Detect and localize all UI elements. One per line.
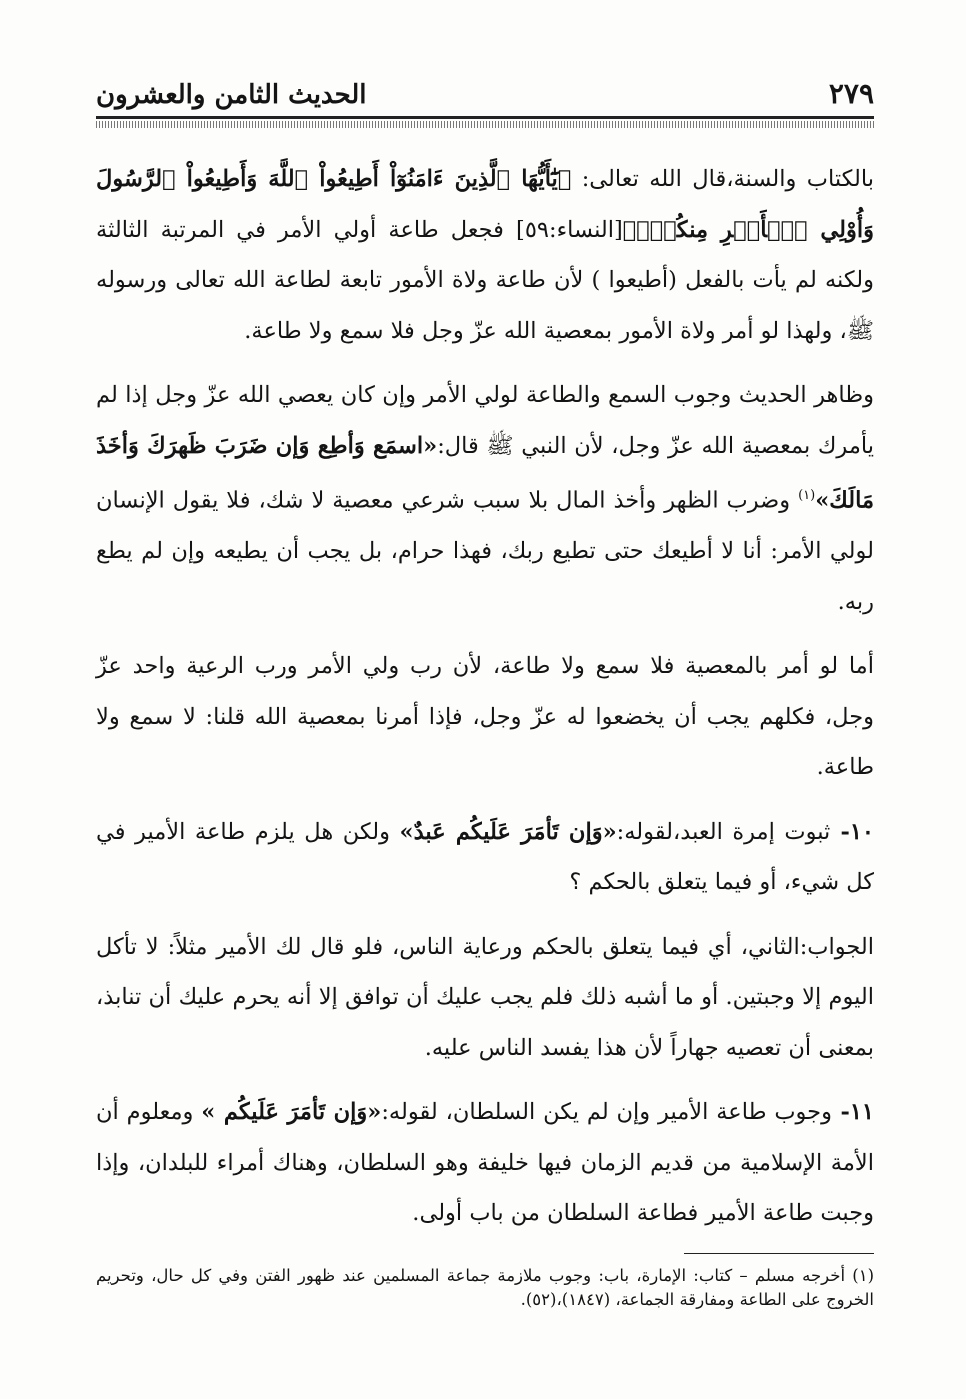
quoted-text: «اسمَع وَأطِع وَإن ضَرَبَ ظَهرَكَ وَأخَذَ مَالَكَ» <box>96 432 874 514</box>
paragraph <box>96 1087 874 1239</box>
paragraph-text: ولكن هل يلزم طاعة الأمير في كل شيء، أو فيما يتعلق بالحكم ؟ <box>96 818 874 895</box>
paragraph-text: وجوب طاعة الأمير وإن لم يكن السلطان، لقوله: <box>381 1099 832 1125</box>
quoted-text: ١٠- <box>830 818 874 845</box>
footnote-separator <box>684 1253 874 1254</box>
paragraph <box>96 154 874 356</box>
paragraph <box>96 922 874 1074</box>
running-title: الحديث الثامن والعشرون <box>96 80 367 110</box>
page-header <box>96 70 874 110</box>
quoted-text: ١١- <box>831 1099 875 1125</box>
book-page <box>96 70 874 1312</box>
paragraph-text: ثبوت إمرة العبد،لقوله: <box>616 818 831 845</box>
paragraph <box>96 370 874 627</box>
paragraph-text: ومعلوم أن الأمة الإسلامية من قديم الزمان فيها خليفة وهو السلطان، وهناك أمراء للبلدان، وإذا وجبت طاعة الأمير فطاعة السلطان من باب أولى. <box>96 1099 874 1226</box>
paragraph-text: وظاهر الحديث وجوب السمع والطاعة لولي الأمر وإن كان يعصي الله عزّ وجل إذا لم يأمرك بمعصية الله عزّ وجل، لأن النبي ﷺ قال: <box>96 382 874 459</box>
paragraph <box>96 641 874 793</box>
quoted-text: «وَإن تَأمَرَ عَلَيكُم عَبدٌ» <box>399 818 617 845</box>
paragraph-text: أما لو أمر بالمعصية فلا سمع ولا طاعة، لأن رب ولي الأمر ورب الرعية واحد عزّ وجل، فكلهم يجب أن يخضعوا له عزّ وجل، فإذا أمرنا بمعصية الله قلنا: لا سمع ولا طاعة. <box>96 653 874 780</box>
paragraph <box>96 807 874 908</box>
footnote-ref: (١) <box>798 488 816 503</box>
paragraph-text: وضرب الظهر وأخذ المال بلا سبب شرعي معصية لا شك، فلا يقول الإنسان لولي الأمر: أنا لا أطيعك حتى تطيع ربك، فهذا حرام، بل يجب أن يطيعه وإن لم يطع ربه. <box>96 487 874 615</box>
page-number: ٢٧٩ <box>828 77 874 110</box>
paragraph-text: [النساء:٥٩] فجعل طاعة أولي الأمر في المرتبة الثالثة ولكنه لم يأت بالفعل (أطيعوا ) لأن طاعة ولاة الأمور تابعة لطاعة الله تعالى ورسوله ﷺ، ولهذا لو أمر ولاة الأمور بمعصية الله عزّ وجل فلا سمع ولا طاعة. <box>96 216 874 344</box>
header-hatched-rule <box>96 121 874 128</box>
paragraph-text: الجواب:الثاني، أي فيما يتعلق بالحكم ورعاية الناس، فلو قال لك الأمير مثلاً: لا تأكل اليوم إلا وجبتين. أو ما أشبه ذلك فلم يجب عليك أن توافق إلا أنه يحرم عليك أن تنابذ، بمعنى أن تعصيه جهاراً لأن هذا يفسد الناس عليه. <box>96 933 874 1061</box>
header-rule <box>96 116 874 119</box>
paragraph-text: بالكتاب والسنة،قال الله تعالى: <box>571 166 875 192</box>
page-body <box>96 154 874 1239</box>
quoted-text: «وَإن تَأمَرَ عَلَيكُم » <box>201 1099 382 1125</box>
quoted-text: ﴿يَٰٓأَيُّهَا ٱلَّذِينَ ءَامَنُوٓاْ أَطِيعُواْ ٱللَّهَ وَأَطِيعُواْ ٱلرَّسُولَ وَأُوْلِي ٱلۡأَمۡرِ مِنكُمۡۖ﴾ <box>96 166 874 243</box>
footnote: (١) أخرجه مسلم – كتاب: الإمارة، باب: وجوب ملازمة جماعة المسلمين عند ظهور الفتن وفي كل حال، وتحريم الخروج على الطاعة ومفارقة الجماعة، (١٨٤٧)،(٥٢). <box>96 1265 874 1309</box>
